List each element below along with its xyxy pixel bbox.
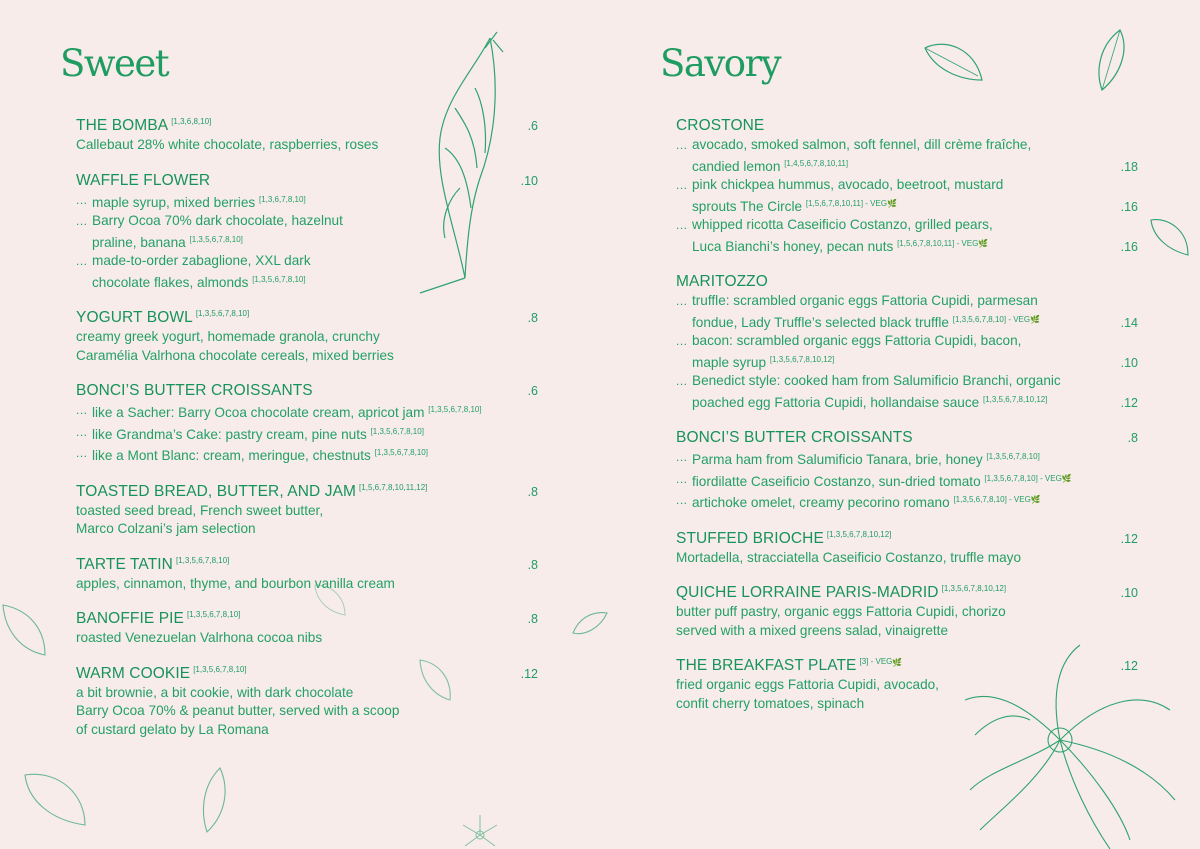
section-heading-savory: Savory <box>660 42 781 85</box>
menu-variant <box>676 136 1138 176</box>
menu-item-header <box>76 610 538 629</box>
menu-item-price: .6 <box>527 119 538 133</box>
menu-item-title: BANOFFIE PIE <box>76 610 184 627</box>
allergen-codes: [1,3,5,6,7,8,10] <box>193 664 247 674</box>
variant-text-continued: fondue, Lady Truffle’s selected black truffle <box>692 314 949 330</box>
menu-item-description: Caramélia Valrhona chocolate cereals, mixed berries <box>76 347 394 363</box>
menu-item-description: apples, cinnamon, thyme, and bourbon vanilla cream <box>76 575 395 591</box>
allergen-codes: [1,3,5,6,7,8,10] - VEG <box>952 314 1031 324</box>
leaf-doodle-icon <box>195 765 235 835</box>
leader-dots: ... <box>676 218 688 232</box>
menu-item-description: Mortadella, stracciatella Caseificio Costanzo, truffle mayo <box>676 549 1022 565</box>
leader-dots: ... <box>676 138 688 152</box>
menu-variant <box>676 448 1138 470</box>
menu-variant <box>676 372 1138 412</box>
menu-variant <box>76 423 538 445</box>
menu-item-price: .8 <box>527 557 538 572</box>
leaf-doodle-icon <box>0 600 50 660</box>
variant-text: avocado, smoked salmon, soft fennel, dill crème fraîche, <box>692 137 1032 152</box>
allergen-codes: [1,3,5,6,7,8,10] - VEG <box>984 473 1062 483</box>
menu-item-price: .8 <box>527 484 538 499</box>
menu-item-header <box>76 556 538 575</box>
allergen-codes: [1,4,5,6,7,8,10,11] <box>784 158 849 168</box>
menu-item <box>676 584 1138 640</box>
allergen-codes: [1,3,5,6,7,8,10] <box>187 610 241 619</box>
vegetarian-leaf-icon: 🌿 <box>1061 473 1072 483</box>
variant-text: Benedict style: cooked ham from Salumificio Branchi, organic <box>692 373 1061 388</box>
allergen-codes: [1,5,6,7,8,10,11,12] <box>359 482 428 492</box>
allergen-codes: [1,5,6,7,8,10,11] - VEG <box>897 238 979 248</box>
variant-price: .16 <box>1120 239 1138 254</box>
leader-dots: ... <box>76 403 88 417</box>
variant-price: .10 <box>1120 355 1138 370</box>
variant-text-continued: praline, banana <box>92 234 186 250</box>
vegetarian-leaf-icon: 🌿 <box>1030 314 1041 324</box>
leader-dots: ... <box>76 254 88 268</box>
variant-text: pink chickpea hummus, avocado, beetroot, mustard <box>692 177 1004 192</box>
menu-item <box>76 382 538 466</box>
variant-price: .18 <box>1120 159 1138 174</box>
menu-item-header <box>676 657 1138 676</box>
menu-item <box>76 172 538 293</box>
allergen-codes: [1,3,5,6,7,8,10] <box>370 426 424 436</box>
menu-item-description: fried organic eggs Fattoria Cupidi, avocado, <box>676 677 939 692</box>
menu-item <box>76 556 538 594</box>
allergen-codes: [1,3,5,6,7,8,10,12] <box>982 394 1048 404</box>
allergen-codes: [1,3,5,6,7,8,10] - VEG <box>953 495 1031 504</box>
allergen-codes: [1,3,5,6,7,8,10] <box>374 448 428 457</box>
menu-item-description: toasted seed bread, French sweet butter, <box>76 502 324 518</box>
menu-item-description: Callebaut 28% white chocolate, raspberries, roses <box>76 137 379 152</box>
menu-item <box>676 117 1138 256</box>
allergen-codes: [1,3,5,6,7,8,10] <box>195 309 250 318</box>
sweet-items <box>76 117 538 756</box>
allergen-codes: [1,3,5,6,7,8,10,12] <box>941 584 1007 593</box>
section-heading-sweet: Sweet <box>60 42 169 85</box>
leader-dots: ... <box>676 178 688 192</box>
variant-text-continued: Luca Bianchi’s honey, pecan nuts <box>692 238 894 254</box>
leader-dots: ... <box>676 294 688 308</box>
menu-item-title: THE BOMBA <box>76 117 169 134</box>
menu-item <box>76 117 538 155</box>
menu-item-title: QUICHE LORRAINE PARIS-MADRID <box>676 584 939 601</box>
allergen-codes: [1,3,5,6,7,8,10,12] <box>769 354 835 364</box>
menu-item-header <box>76 483 538 502</box>
menu-item <box>676 273 1138 412</box>
menu-item <box>76 309 538 365</box>
allergen-codes: [1,5,6,7,8,10,11] - VEG <box>805 198 888 208</box>
menu-item <box>76 610 538 648</box>
menu-item <box>676 657 1138 713</box>
menu-item-header <box>676 530 1138 549</box>
variant-text-continued: candied lemon <box>692 158 781 174</box>
menu-variant <box>76 212 538 252</box>
menu-variant <box>676 470 1138 492</box>
variant-text-continued: maple syrup <box>692 354 767 370</box>
menu-item <box>76 665 538 740</box>
menu-item-title: TOASTED BREAD, BUTTER, AND JAM <box>76 482 357 500</box>
variant-text: like Grandma’s Cake: pastry cream, pine nuts <box>92 426 367 442</box>
menu-item-description: Marco Colzani’s jam selection <box>76 521 256 536</box>
menu-variant <box>76 252 538 292</box>
variant-price: .16 <box>1120 199 1138 214</box>
menu-item-header <box>676 584 1138 603</box>
variant-price: .14 <box>1120 315 1138 330</box>
variant-price: .12 <box>1120 395 1138 410</box>
menu-item-header <box>676 117 1138 136</box>
menu-item-description: of custard gelato by La Romana <box>76 721 269 737</box>
leader-dots: ... <box>76 424 88 439</box>
menu-item-title: CROSTONE <box>676 117 765 134</box>
allergen-codes: [1,3,5,6,7,8,10] <box>428 405 482 414</box>
allergen-codes: [1,3,6,7,8,10] <box>258 194 306 204</box>
menu-item <box>676 530 1138 568</box>
leaf-doodle-icon <box>570 608 610 638</box>
menu-item-price: .8 <box>1127 431 1138 445</box>
menu-item-title: MARITOZZO <box>676 273 768 290</box>
variant-text: whipped ricotta Caseificio Costanzo, grilled pears, <box>692 217 993 232</box>
vegetarian-leaf-icon: 🌿 <box>1030 495 1041 504</box>
allergen-codes: [1,3,5,6,7,8,10] <box>175 555 230 565</box>
variant-text: Parma ham from Salumificio Tanara, brie, honey <box>692 452 983 467</box>
variant-text: like a Mont Blanc: cream, meringue, chestnuts <box>92 448 371 463</box>
allergen-codes: [1,3,5,6,7,8,10] <box>252 274 306 284</box>
allergen-codes: [1,3,6,8,10] <box>171 117 212 126</box>
menu-item-title: THE BREAKFAST PLATE <box>676 657 857 674</box>
menu-variant <box>676 216 1138 256</box>
variant-text: like a Sacher: Barry Ocoa chocolate cream, apricot jam <box>92 405 425 420</box>
variant-text: bacon: scrambled organic eggs Fattoria Cupidi, bacon, <box>692 333 1022 348</box>
leaf-doodle-icon <box>1090 25 1135 95</box>
allergen-codes: [1,3,5,6,7,8,10] <box>986 452 1040 461</box>
variant-text: artichoke omelet, creamy pecorino romano <box>692 495 950 510</box>
menu-item-price: .8 <box>527 612 538 626</box>
menu-item-price: .12 <box>520 666 538 681</box>
allergen-codes: [1,3,5,6,7,8,10] <box>189 234 243 244</box>
menu-item-description: confit cherry tomatoes, spinach <box>676 695 865 711</box>
menu-item-title: BONCI’S BUTTER CROISSANTS <box>676 429 913 446</box>
menu-item-price: .12 <box>1120 531 1138 546</box>
variant-text: maple syrup, mixed berries <box>92 194 256 210</box>
menu-item-header <box>76 309 538 328</box>
variant-text: made-to-order zabaglione, XXL dark <box>92 253 311 268</box>
leader-dots: ... <box>76 446 88 460</box>
menu-variant <box>676 292 1138 332</box>
menu-variant <box>76 191 538 213</box>
leader-dots: ... <box>76 214 88 228</box>
variant-text-continued: poached egg Fattoria Cupidi, hollandaise sauce <box>692 394 980 410</box>
leaf-doodle-icon <box>20 770 90 830</box>
menu-item-header <box>676 273 1138 292</box>
menu-item-description: butter puff pastry, organic eggs Fattoria Cupidi, chorizo <box>676 604 1006 619</box>
flower-doodle-icon <box>455 810 505 849</box>
menu-item-description: served with a mixed greens salad, vinaigrette <box>676 622 949 638</box>
variant-text-continued: chocolate flakes, almonds <box>92 274 249 290</box>
leader-dots: ... <box>676 374 688 388</box>
menu-item-title: BONCI’S BUTTER CROISSANTS <box>76 382 313 399</box>
menu-variant <box>676 332 1138 372</box>
leader-dots: ... <box>676 471 688 486</box>
menu-item-price: .6 <box>527 384 538 398</box>
leader-dots: ... <box>76 192 88 207</box>
menu-item-description: roasted Venezuelan Valrhona cocoa nibs <box>76 630 323 645</box>
menu-item-header <box>76 172 538 191</box>
allergen-codes: [3] - VEG <box>859 657 893 666</box>
menu-variant <box>676 176 1138 216</box>
menu-item-title: WAFFLE FLOWER <box>76 171 211 189</box>
allergen-codes: [1,3,5,6,7,8,10,12] <box>826 529 892 539</box>
menu-item-header <box>676 429 1138 448</box>
variant-text: truffle: scrambled organic eggs Fattoria Cupidi, parmesan <box>692 293 1038 308</box>
menu-item-header <box>76 665 538 684</box>
leaf-doodle-icon <box>1148 215 1193 260</box>
menu-item-title: YOGURT BOWL <box>76 309 193 326</box>
variant-text-continued: sprouts The Circle <box>692 198 803 214</box>
menu-item-header <box>76 382 538 401</box>
leader-dots: ... <box>676 493 688 507</box>
menu-item-price: .12 <box>1120 659 1138 673</box>
menu-variant <box>76 401 538 423</box>
menu-item-title: TARTE TATIN <box>76 555 173 573</box>
leader-dots: ... <box>676 334 688 348</box>
variant-text: fiordilatte Caseificio Costanzo, sun-dried tomato <box>692 473 981 489</box>
leaf-doodle-icon <box>920 38 990 88</box>
menu-variant <box>676 491 1138 513</box>
savory-items <box>676 117 1138 730</box>
menu-variant <box>76 444 538 466</box>
menu-item-title: WARM COOKIE <box>76 664 191 682</box>
vegetarian-leaf-icon: 🌿 <box>892 658 903 667</box>
leader-dots: ... <box>676 450 688 464</box>
menu-item-description: creamy greek yogurt, homemade granola, crunchy <box>76 329 380 344</box>
menu-item-price: .10 <box>1120 586 1138 600</box>
menu-item-description: Barry Ocoa 70% & peanut butter, served with a scoop <box>76 703 400 718</box>
vegetarian-leaf-icon: 🌿 <box>887 198 898 208</box>
menu-item-description: a bit brownie, a bit cookie, with dark chocolate <box>76 684 354 700</box>
variant-text: Barry Ocoa 70% dark chocolate, hazelnut <box>92 213 343 228</box>
menu-item-price: .10 <box>520 173 538 188</box>
menu-item-header <box>76 117 538 136</box>
menu-item <box>676 429 1138 513</box>
vegetarian-leaf-icon: 🌿 <box>978 238 989 248</box>
menu-item-price: .8 <box>527 311 538 325</box>
menu-item-title: STUFFED BRIOCHE <box>676 529 824 547</box>
menu-item <box>76 483 538 539</box>
